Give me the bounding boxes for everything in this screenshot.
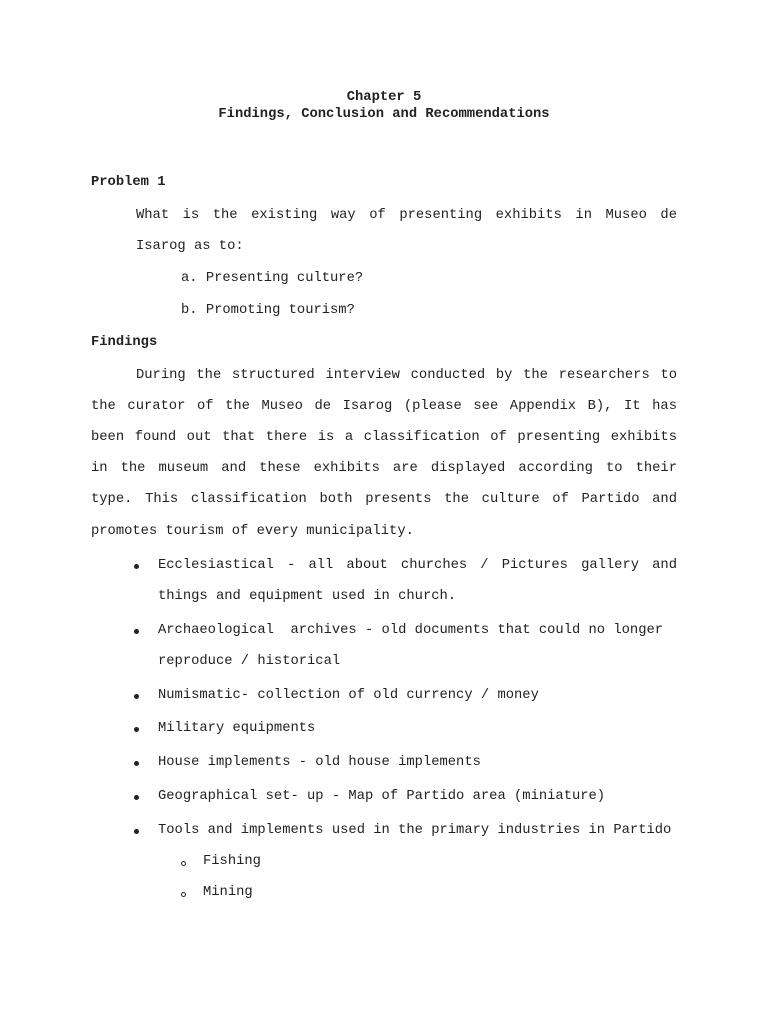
circle-bullet-icon xyxy=(181,861,186,866)
findings-heading: Findings xyxy=(91,335,158,350)
bullet-icon xyxy=(134,795,139,800)
bullet-item-continuation: things and equipment used in church. xyxy=(158,589,457,604)
bullet-icon xyxy=(134,761,139,766)
problem-question-line: Isarog as to: xyxy=(136,239,244,254)
problem-question-line: What is the existing way of presenting exhibits in Museo de xyxy=(136,208,677,223)
bullet-item: Tools and implements used in the primary industries in Partido xyxy=(158,823,672,838)
bullet-icon xyxy=(134,727,139,732)
bullet-icon xyxy=(134,564,139,569)
bullet-item: Archaeological archives - old documents that could no longer xyxy=(158,623,664,638)
paragraph-line: been found out that there is a classification of presenting exhibits xyxy=(91,430,677,445)
bullet-item: Numismatic- collection of old currency / money xyxy=(158,688,539,703)
bullet-item: House implements - old house implements xyxy=(158,755,481,770)
paragraph-line: the curator of the Museo de Isarog (please see Appendix B), It has xyxy=(91,399,677,414)
bullet-item: Geographical set- up - Map of Partido area (miniature) xyxy=(158,789,606,804)
chapter-title: Findings, Conclusion and Recommendations xyxy=(218,107,550,122)
bullet-icon xyxy=(134,829,139,834)
problem-item-b: b. Promoting tourism? xyxy=(181,303,355,318)
sub-bullet-item: Fishing xyxy=(203,854,261,869)
circle-bullet-icon xyxy=(181,892,186,897)
sub-bullet-item: Mining xyxy=(203,885,253,900)
problem-heading: Problem 1 xyxy=(91,175,166,190)
bullet-icon xyxy=(134,694,139,699)
paragraph-line: in the museum and these exhibits are displayed according to their xyxy=(91,461,677,476)
paragraph-line: During the structured interview conducted by the researchers to xyxy=(136,368,677,383)
bullet-item-continuation: reproduce / historical xyxy=(158,654,341,669)
chapter-number: Chapter 5 xyxy=(346,90,422,105)
bullet-icon xyxy=(134,629,139,634)
bullet-item: Ecclesiastical - all about churches / Pictures gallery and xyxy=(158,558,677,573)
problem-item-a: a. Presenting culture? xyxy=(181,271,364,286)
paragraph-line: promotes tourism of every municipality. xyxy=(91,524,414,539)
bullet-item: Military equipments xyxy=(158,721,316,736)
paragraph-line: type. This classification both presents the culture of Partido and xyxy=(91,492,677,507)
